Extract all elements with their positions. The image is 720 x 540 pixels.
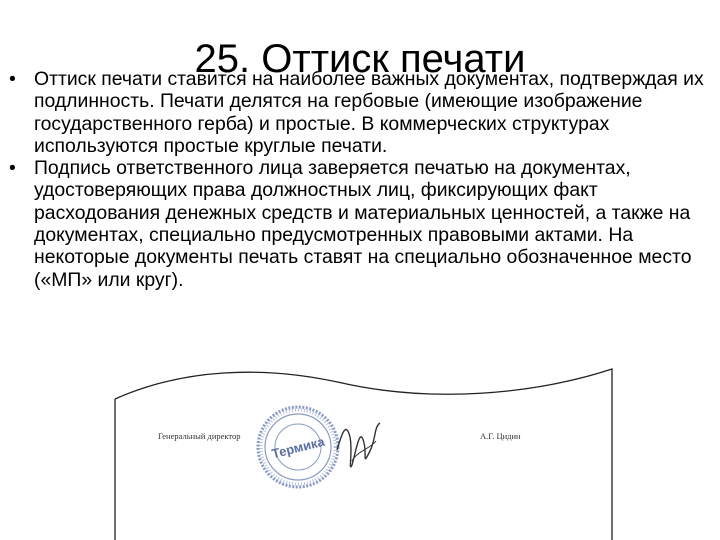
bullet-item [0,68,720,157]
bullet-text: Подпись ответственного лица заверяется печатью на документах, удостоверяющих права должностных лиц, фиксирующих факт расходования денежных средств и материальных ценностей, а также на документах, специально предусмотренных правовыми актами. На некоторые документы печать ставят на специально обозначенное место («МП» или круг). [34,157,692,291]
slide-title: 25. Оттиск печати [194,36,526,81]
bullet-dot-icon: • [9,157,16,180]
bullet-item [0,157,720,291]
round-stamp-icon [258,407,338,487]
bullet-dot-icon: • [9,68,16,90]
position-label: Генеральный директор [158,431,241,441]
bullet-text: Оттиск печати ставится на наиболее важных документах, подтверждая их подлинность. Печати делятся на гербовые (имеющие изображение государственного герба) и простые. В коммерческих структурах используются простые круглые печати. [34,68,704,157]
signer-name: А.Г. Цидин [480,431,521,441]
signature-icon [337,423,380,467]
document-fragment-image [112,355,618,540]
paper-edge [115,369,612,540]
bullet-list [0,68,720,291]
stamp-text: Термика [270,433,326,462]
